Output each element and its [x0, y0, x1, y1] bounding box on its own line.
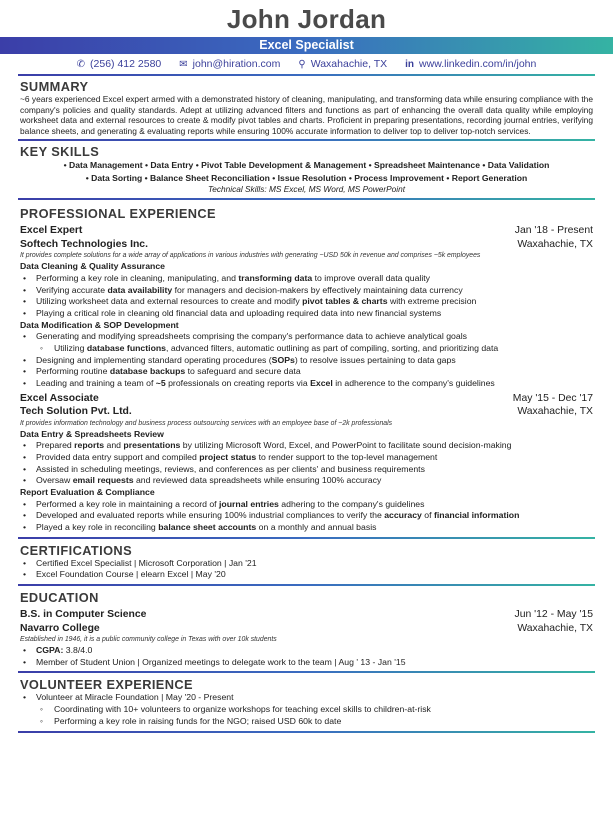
job2-company: Tech Solution Pvt. Ltd.: [20, 406, 132, 418]
list-item: • Designing and implementing standard operating procedures (SOPs) to resolve issues pertaining to data gaps: [20, 355, 593, 367]
job2-company-row: [20, 405, 593, 419]
job1-date: Jan '18 - Present: [514, 225, 593, 237]
list-item: • Utilizing worksheet data and external resources to create and modify pivot tables & charts with extreme precision: [20, 296, 593, 308]
list-item: • Volunteer at Miracle Foundation | May '20 - Present: [20, 692, 593, 704]
job2-date: May '15 - Dec '17: [512, 392, 593, 404]
job1-group2-list: [20, 331, 593, 390]
education-date: Jun '12 - May '15: [514, 609, 593, 621]
job2-group1-title: Data Entry & Spreadsheets Review: [20, 428, 164, 439]
list-subitem: ◦ Performing a key role in raising funds for the NGO; raised USD 60k to date: [20, 716, 593, 728]
summary-heading: SUMMARY: [20, 79, 89, 94]
volunteer-section: [0, 677, 613, 727]
job1-company-desc: It provides complete solutions for a wide array of applications in various industries with generating ~USD 50k in revenue and comprises ~5k employees: [20, 252, 481, 260]
list-item: • Provided data entry support and compiled project status to render support to the top-level management: [20, 452, 593, 464]
list-item: • Verifying accurate data availability for managers and decision-makers by effectively maintaining data currency: [20, 285, 593, 297]
job1-location: Waxahachie, TX: [517, 238, 593, 250]
list-item: • Developed and evaluated reports while ensuring 100% industrial compliances to verify the accuracy of financial information: [20, 510, 593, 522]
volunteer-heading: VOLUNTEER EXPERIENCE: [20, 677, 193, 693]
education-list: [20, 645, 593, 668]
certifications-list: [20, 558, 593, 581]
list-item: • Played a key role in reconciling balance sheet accounts on a monthly and annual basis: [20, 522, 593, 534]
candidate-name: John Jordan: [226, 4, 387, 34]
section-divider: [18, 537, 595, 539]
job2-group1-list: [20, 440, 593, 487]
list-item: • Excel Foundation Course | elearn Excel | May '20: [20, 569, 593, 581]
education-section: [0, 590, 613, 668]
list-item: • Certified Excel Specialist | Microsoft Corporation | Jan '21: [20, 558, 593, 570]
job1-company: Softech Technologies Inc.: [20, 238, 148, 250]
school-row: [20, 622, 593, 636]
list-item: • Member of Student Union | Organized meetings to delegate work to the team | Aug ' 13 - Jan '15: [20, 657, 593, 669]
resume-page: [0, 4, 613, 822]
summary-section: [0, 79, 613, 136]
list-subitem: ◦ Coordinating with 10+ volunteers to organize workshops for teaching excel skills to children-at-risk: [20, 704, 593, 716]
summary-text: ~6 years experienced Excel expert armed with a demonstrated history of cleaning, manipulating, and transforming data while ensuring compliance with the company's policies and quality standards. Adept at utilizing advanced filters and functions as part of enhancing the overall data quality while employing worksheet data and external resources to create & modify pivot tables and charts. Proficient in preparing presentations, recording journal entries, verifying balance sheets, and generating & evaluating reports while ensuring 100% accurate information to deliver top to deliver top-notch services.: [20, 94, 593, 136]
list-item: • Leading and training a team of ~5 professionals on creating reports via Excel in adherence to the company's guidelines: [20, 378, 593, 390]
experience-section: [0, 206, 613, 533]
certifications-section: [0, 543, 613, 581]
section-divider: [18, 671, 595, 673]
phone-icon: ✆: [76, 59, 86, 70]
header-divider: [18, 74, 595, 76]
job2-group2-title: Report Evaluation & Compliance: [20, 487, 155, 498]
skills-section: [0, 144, 613, 195]
contact-bar: [0, 56, 613, 72]
email-link[interactable]: john@hiration.com: [192, 58, 281, 70]
location-pin-icon: ⚲: [298, 59, 306, 70]
job1-header: [20, 224, 593, 238]
job1-role: Excel Expert: [20, 225, 83, 237]
education-heading: EDUCATION: [20, 590, 99, 606]
job2-group2-list: [20, 499, 593, 534]
email-item[interactable]: [179, 56, 280, 72]
list-item: • Prepared reports and presentations by utilizing Microsoft Word, Excel, and PowerPoint to facilitate sound decision-making: [20, 440, 593, 452]
certifications-heading: CERTIFICATIONS: [20, 542, 132, 558]
education-header: [20, 608, 593, 622]
job2-header: [20, 392, 593, 406]
school-location: Waxahachie, TX: [517, 622, 593, 634]
location-item: [298, 56, 387, 72]
list-item: • Playing a critical role in cleaning old financial data and uploading required data into new financial systems: [20, 308, 593, 320]
linkedin-link[interactable]: www.linkedin.com/in/john: [419, 58, 537, 70]
job1-group1-title: Data Cleaning & Quality Assurance: [20, 261, 165, 272]
school-name: Navarro College: [20, 622, 100, 634]
list-item: • Performing routine database backups to safeguard and secure data: [20, 366, 593, 378]
linkedin-item[interactable]: [405, 56, 536, 72]
linkedin-icon: in: [405, 59, 415, 70]
list-item: • CGPA: 3.8/4.0: [20, 645, 593, 657]
job2-company-desc: It provides information technology and business process outsourcing services with an employee base of ~2k professionals: [20, 419, 393, 427]
list-item: • Assisted in scheduling meetings, reviews, and conferences as per clients' and business requirements: [20, 464, 593, 476]
phone-item: [77, 56, 162, 72]
list-item: • Oversaw email requests and reviewed data spreadsheets while ensuring 100% accuracy: [20, 475, 593, 487]
skills-line-1: • Data Management • Data Entry • Pivot Table Development & Management • Spreadsheet Maintenance • Data Validation: [63, 160, 550, 171]
job2-role: Excel Associate: [20, 392, 99, 404]
skills-line-2: • Data Sorting • Balance Sheet Reconciliation • Issue Resolution • Process Improvement • Report Generation: [85, 172, 528, 183]
footer-divider: [18, 731, 595, 733]
skills-heading: KEY SKILLS: [20, 144, 100, 160]
section-divider: [18, 198, 595, 200]
job1-group2-title: Data Modification & SOP Development: [20, 319, 179, 330]
volunteer-list: [20, 692, 593, 727]
section-divider: [18, 584, 595, 586]
job-title-banner: Excel Specialist: [0, 37, 613, 54]
phone-text: (256) 412 2580: [90, 58, 162, 70]
list-subitem: ◦ Utilizing database functions, advanced filters, automatic outlining as part of compiling, sorting, and prioritizing data: [20, 343, 593, 355]
school-desc: Established in 1946, it is a public community college in Texas with over 10k students: [20, 636, 277, 644]
job2-location: Waxahachie, TX: [517, 406, 593, 418]
degree: B.S. in Computer Science: [20, 609, 147, 621]
list-item: • Generating and modifying spreadsheets comprising the company's performance data to achieve analytical goals: [20, 331, 593, 343]
list-item: • Performing a key role in cleaning, manipulating, and transforming data to improve overall data quality: [20, 273, 593, 285]
list-item: • Performed a key role in maintaining a record of journal entries adhering to the company's guidelines: [20, 499, 593, 511]
location-text: Waxahachie, TX: [310, 58, 388, 70]
job1-company-row: [20, 238, 593, 252]
envelope-icon: ✉: [179, 59, 188, 70]
section-divider: [18, 139, 595, 141]
experience-heading: PROFESSIONAL EXPERIENCE: [20, 206, 216, 222]
job1-group1-list: [20, 273, 593, 320]
technical-skills: Technical Skills: MS Excel, MS Word, MS PowerPoint: [207, 184, 406, 195]
